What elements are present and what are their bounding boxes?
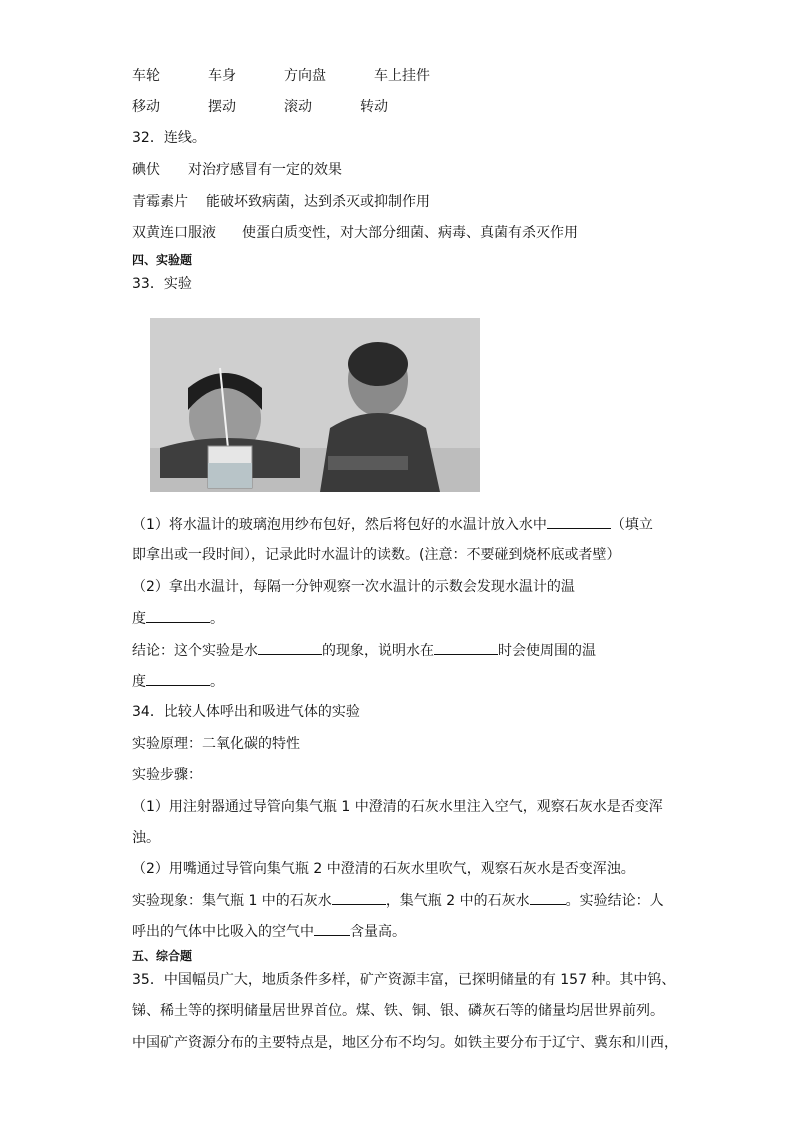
q33-step1-hint: （填立 (610, 517, 653, 533)
q33-step1-line2: 即拿出或一段时间），记录此时水温计的读数。(注意：不要碰到烧杯底或者壁） (132, 547, 621, 563)
q34-phenomenon-text-2: ，集气瓶 2 中的石灰水 (385, 893, 530, 909)
q32-right-1: 对治疗感冒有一定的效果 (188, 162, 342, 178)
q33-conclusion-text-2: 的现象，说明水在 (322, 643, 434, 659)
children-experiment-illustration (150, 318, 480, 492)
q35-line2: 锑、稀土等的探明储量居世界首位。煤、铁、铜、银、磷灰石等的储量均居世界前列。 (132, 1003, 664, 1019)
q34-phenomenon-text-1: 实验现象：集气瓶 1 中的石灰水 (132, 893, 332, 909)
experiment-photo (150, 318, 480, 492)
q34-step1-line1: （1）用注射器通过导管向集气瓶 1 中澄清的石灰水里注入空气，观察石灰水是否变浑 (132, 799, 663, 815)
q34-step1-line2: 浊。 (132, 830, 160, 846)
q32-title: 32．连线。 (132, 130, 206, 146)
q33-step2-text: 度 (132, 611, 146, 627)
q33-blank-3[interactable] (258, 640, 322, 655)
q34-blank-3[interactable] (314, 921, 350, 936)
section-comprehensive-heading: 五、综合题 (132, 949, 193, 963)
q32-right-2: 能破坏致病菌，达到杀灭或抑制作用 (206, 194, 430, 210)
q33-conclusion-line2 (132, 671, 224, 692)
q34-blank-2[interactable] (530, 890, 566, 905)
option-steering-wheel: 方向盘 (284, 68, 326, 84)
q32-left-2: 青霉素片 (132, 194, 188, 210)
q34-blank-1[interactable] (332, 890, 386, 905)
q34-conclusion-text-2: 呼出的气体中比吸入的空气中 (132, 924, 314, 940)
q35-line3: 中国矿产资源分布的主要特点是，地区分布不均匀。如铁主要分布于辽宁、冀东和川西， (132, 1035, 678, 1051)
q33-conclusion-text-4: 度 (132, 674, 146, 690)
section-experiment-heading: 四、实验题 (132, 253, 193, 267)
q32-left-3: 双黄连口服液 (132, 225, 216, 241)
q33-blank-1[interactable] (547, 514, 611, 529)
q34-step2: （2）用嘴通过导管向集气瓶 2 中澄清的石灰水里吹气，观察石灰水是否变浑浊。 (132, 861, 635, 877)
q33-step2-line1: （2）拿出水温计，每隔一分钟观察一次水温计的示数会发现水温计的温 (132, 579, 575, 595)
q34-principle: 实验原理：二氧化碳的特性 (132, 736, 300, 752)
q32-left-1: 碘伏 (132, 162, 160, 178)
q33-blank-2[interactable] (146, 608, 210, 623)
motion-move: 移动 (132, 99, 160, 115)
q34-phenomenon-line1 (132, 890, 664, 911)
motion-swing: 摆动 (208, 99, 236, 115)
q33-conclusion-end: 。 (210, 674, 224, 690)
q34-conclusion-end: 含量高。 (350, 924, 406, 940)
option-body: 车身 (208, 68, 236, 84)
option-wheel: 车轮 (132, 68, 160, 84)
q34-conclusion-text: 。实验结论：人 (565, 893, 664, 909)
q35-line1: 35．中国幅员广大，地质条件多样，矿产资源丰富，已探明储量的有 157 种。其中钨、 (132, 972, 676, 988)
q33-step1-line1 (132, 514, 653, 535)
option-pendant: 车上挂件 (374, 68, 430, 84)
q33-conclusion-text-3: 时会使周围的温 (498, 643, 596, 659)
q33-conclusion-line1 (132, 640, 596, 661)
q33-blank-4[interactable] (434, 640, 498, 655)
q33-step1-text: （1）将水温计的玻璃泡用纱布包好，然后将包好的水温计放入水中 (132, 517, 547, 533)
motion-roll: 滚动 (284, 99, 312, 115)
q33-step2-line2 (132, 608, 224, 629)
q34-phenomenon-line2 (132, 921, 406, 942)
q34-steps-label: 实验步骤： (132, 767, 202, 783)
q32-right-3: 使蛋白质变性，对大部分细菌、病毒、真菌有杀灭作用 (242, 225, 578, 241)
q33-conclusion-text-1: 结论：这个实验是水 (132, 643, 258, 659)
q33-title: 33．实验 (132, 276, 192, 292)
q34-title: 34．比较人体呼出和吸进气体的实验 (132, 704, 360, 720)
q33-step2-end: 。 (210, 611, 224, 627)
q33-blank-5[interactable] (146, 671, 210, 686)
motion-rotate: 转动 (360, 99, 388, 115)
